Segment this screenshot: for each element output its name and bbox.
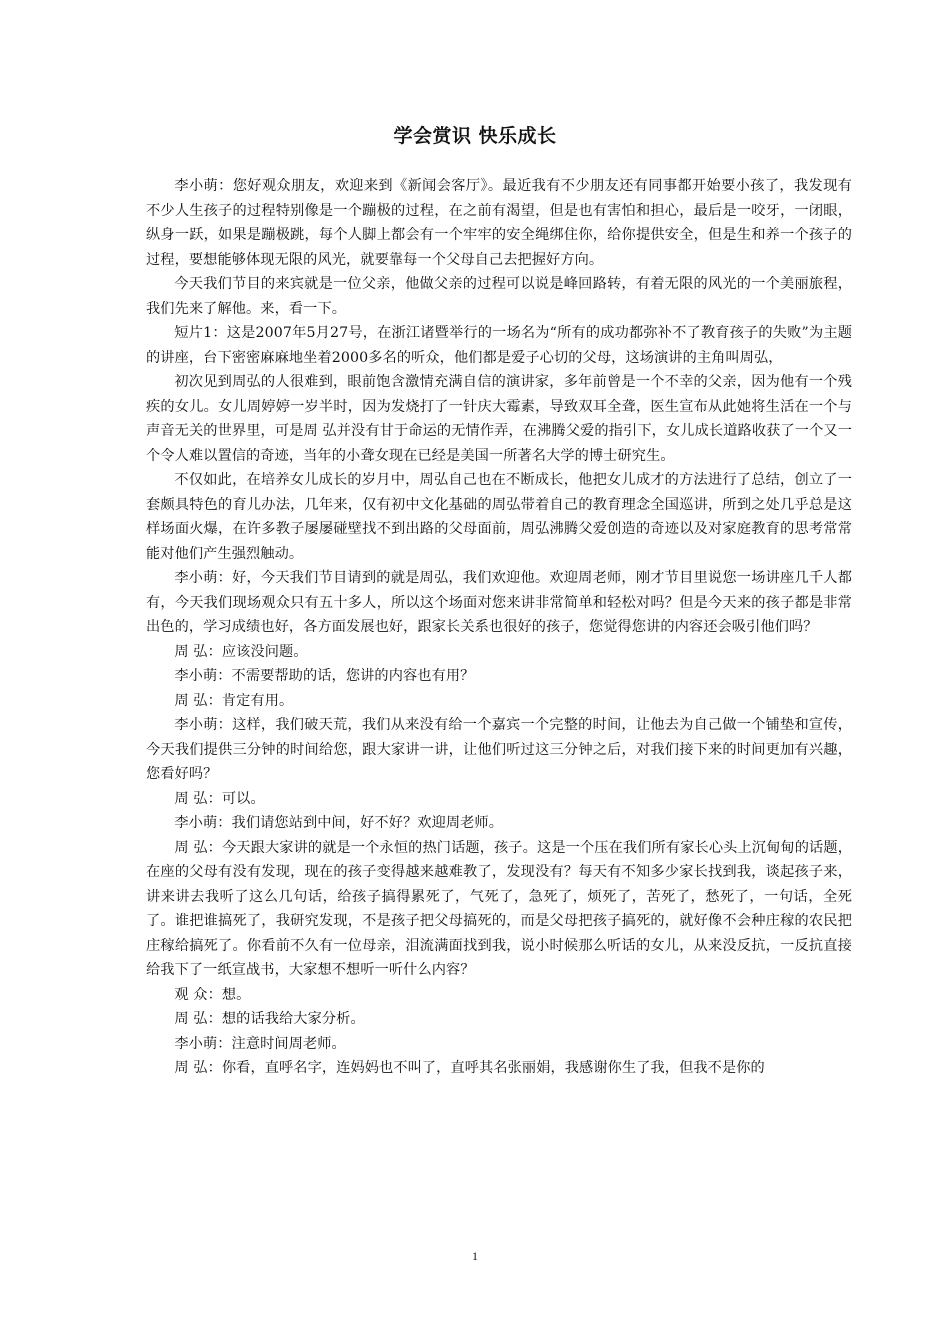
paragraph: 李小萌：您好观众朋友，欢迎来到《新闻会客厅》。最近我有不少朋友还有同事都开始要小孩了，我发现有不少人生孩子的过程特别像是一个蹦极的过程，在之前有渴望，但是也有害怕和担心，最后是一咬牙，一闭眼，纵身一跃，如果是蹦极跳，每个人脚上都会有一个牢牢的安全绳绑住你，给你提供安全，但是生和养一个孩子的过程，要想能够体现无限的风光，就要靠每一个父母自己去把握好方向。 [146,178,852,268]
paragraph: 李小萌：我们请您站到中间，好不好？欢迎周老师。 [174,815,504,831]
paragraph: 周 弘：今天跟大家讲的就是一个永恒的热门话题，孩子。这是一个压在我们所有家长心头上沉甸甸的话题，在座的父母有没有发现，现在的孩子变得越来越难教了，发现没有？每天有不知多少家长找到我，谈起孩子来，讲来讲去我听了这么几句话，给孩子搞得累死了，气死了，急死了，烦死了，苦死了，愁死了，一句话，全死了。谁把谁搞死了，我研究发现，不是孩子把父母搞死的，而是父母把孩子搞死的，就好像不会种庄稼的农民把庄稼给搞死了。你看前不久有一位母亲，泪流满面找到我，说小时候那么听话的女儿，从来没反抗，一反抗直接给我下了一纸宣战书，大家想不想听一听什么内容？ [146,839,852,978]
document-body [146,174,852,1081]
paragraph: 周 弘：应该没问题。 [174,643,308,660]
paragraph: 初次见到周弘的人很难到，眼前饱含激情充满自信的演讲家，多年前曾是一个不幸的父亲，因为他有一个残疾的女儿。女儿周婷婷一岁半时，因为发烧打了一针庆大霉素，导致双耳全聋，医生宣布从此她将生活在一个与声音无关的世界里，可是周 弘并没有甘于命运的无情作弄，在沸腾父爱的指引下，女儿成长道路收获了一个又一个令人难以置信的奇迹，当年的小聋女现在已经是美国一所著名大学的博士研究生。 [146,374,852,464]
paragraph: 今天我们节目的来宾就是一位父亲，他做父亲的过程可以说是峰回路转，有着无限的风光的一个美丽旅程，我们先来了解他。来，看一下。 [146,276,852,317]
paragraph: 观 众：想。 [174,986,251,1003]
paragraph: 李小萌：不需要帮助的话，您讲的内容也有用？ [174,668,475,684]
page-number: 1 [472,1249,478,1263]
paragraph: 李小萌：注意时间周老师。 [174,1035,346,1052]
paragraph: 周 弘：肯定有用。 [174,692,294,709]
paragraph: 不仅如此，在培养女儿成长的岁月中，周弘自己也在不断成长，他把女儿成才的方法进行了总结，创立了一套颇具特色的育儿办法，几年来，仅有初中文化基础的周弘带着自己的教育理念全国巡讲，所到之处几乎总是这样场面火爆，在许多教子屡屡碰壁找不到出路的父母面前，周弘沸腾父爱创造的奇迹以及对家庭教育的思考常常能对他们产生强烈触动。 [146,472,852,562]
paragraph: 短片1：这是2007年5月27号，在浙江诸暨举行的一场名为“所有的成功都弥补不了教育孩子的失败”为主题的讲座，台下密密麻麻地坐着2000多名的听众，他们都是爱子心切的父母，这场演讲的主角叫周弘， [146,325,852,366]
paragraph: 周 弘：想的话我给大家分析。 [174,1011,365,1027]
document-title: 学会赏识 快乐成长 [393,125,557,147]
paragraph: 李小萌：这样，我们破天荒，我们从来没有给一个嘉宾一个完整的时间，让他去为自己做一个铺垫和宣传，今天我们提供三分钟的时间给您，跟大家讲一讲，让他们听过这三分钟之后，对我们接下来的时间更加有兴趣，您看好吗？ [146,717,852,782]
paragraph: 周 弘：你看，直呼名字，连妈妈也不叫了，直呼其名张丽娟，我感谢你生了我，但我不是你的 [174,1060,765,1076]
paragraph: 周 弘：可以。 [174,790,265,807]
paragraph: 李小萌：好，今天我们节目请到的就是周弘，我们欢迎他。欢迎周老师，刚才节目里说您一场讲座几千人都有，今天我们现场观众只有五十多人，所以这个场面对您来讲非常简单和轻松对吗？但是今天来的孩子都是非常出色的，学习成绩也好，各方面发展也好，跟家长关系也很好的孩子，您觉得您讲的内容还会吸引他们吗？ [146,570,852,635]
